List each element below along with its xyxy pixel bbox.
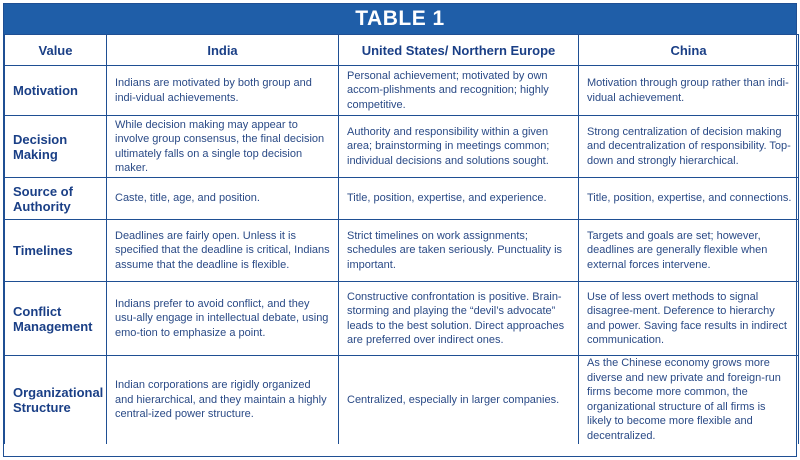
cell-india: While decision making may appear to involve group consensus, the final decision ultimately falls on a single top decision maker. [107, 116, 339, 178]
column-header-value: Value [5, 35, 107, 66]
cell-us-europe: Title, position, expertise, and experience. [339, 178, 579, 220]
row-label: Timelines [5, 220, 107, 282]
cell-us-europe: Personal achievement; motivated by own accom-plishments and recognition; highly competitive. [339, 66, 579, 116]
cell-us-europe: Constructive confrontation is positive. Brain-storming and playing the “devil’s advocate” leads to the best solution. Direct approaches are preferred over indirect ones. [339, 282, 579, 356]
cell-china: As the Chinese economy grows more diverse and new private and foreign-run firms become more common, the organizational structure of all firms is likely to become more flexible and decentralized. [579, 356, 799, 444]
table-row [5, 282, 799, 356]
column-header-china: China [579, 35, 799, 66]
cell-china: Strong centralization of decision making and decentralization of responsibility. Top-down and strongly hierarchical. [579, 116, 799, 178]
cell-india: Caste, title, age, and position. [107, 178, 339, 220]
column-header-us-europe: United States/ Northern Europe [339, 35, 579, 66]
cell-india: Indian corporations are rigidly organized and hierarchical, and they maintain a highly central-ized power structure. [107, 356, 339, 444]
row-label: Conflict Management [5, 282, 107, 356]
table-row [5, 178, 799, 220]
row-label: Organizational Structure [5, 356, 107, 444]
row-label: Motivation [5, 66, 107, 116]
cell-china: Title, position, expertise, and connections. [579, 178, 799, 220]
cell-china: Use of less overt methods to signal disagree-ment. Deference to hierarchy and power. Saving face results in indirect communication. [579, 282, 799, 356]
table-row [5, 66, 799, 116]
cell-china: Targets and goals are set; however, deadlines are generally flexible when external forces intervene. [579, 220, 799, 282]
cell-india: Indians are motivated by both group and indi-vidual achievements. [107, 66, 339, 116]
row-label: Decision Making [5, 116, 107, 178]
table-container [3, 3, 797, 457]
cell-china: Motivation through group rather than indi-vidual achievement. [579, 66, 799, 116]
table-row [5, 220, 799, 282]
cell-us-europe: Centralized, especially in larger companies. [339, 356, 579, 444]
cell-us-europe: Strict timelines on work assignments; schedules are taken seriously. Punctuality is important. [339, 220, 579, 282]
cell-india: Indians prefer to avoid conflict, and they usu-ally engage in intellectual debate, using emo-tion to emphasize a point. [107, 282, 339, 356]
header-row [5, 35, 799, 66]
column-header-india: India [107, 35, 339, 66]
row-label: Source of Authority [5, 178, 107, 220]
cell-india: Deadlines are fairly open. Unless it is specified that the deadline is critical, Indians assume that the deadline is flexible. [107, 220, 339, 282]
table-title: TABLE 1 [4, 4, 796, 34]
table-row [5, 116, 799, 178]
cell-us-europe: Authority and responsibility within a given area; brainstorming in meetings common; individual decisions and solutions sought. [339, 116, 579, 178]
table-row [5, 356, 799, 444]
comparison-table [4, 34, 799, 444]
